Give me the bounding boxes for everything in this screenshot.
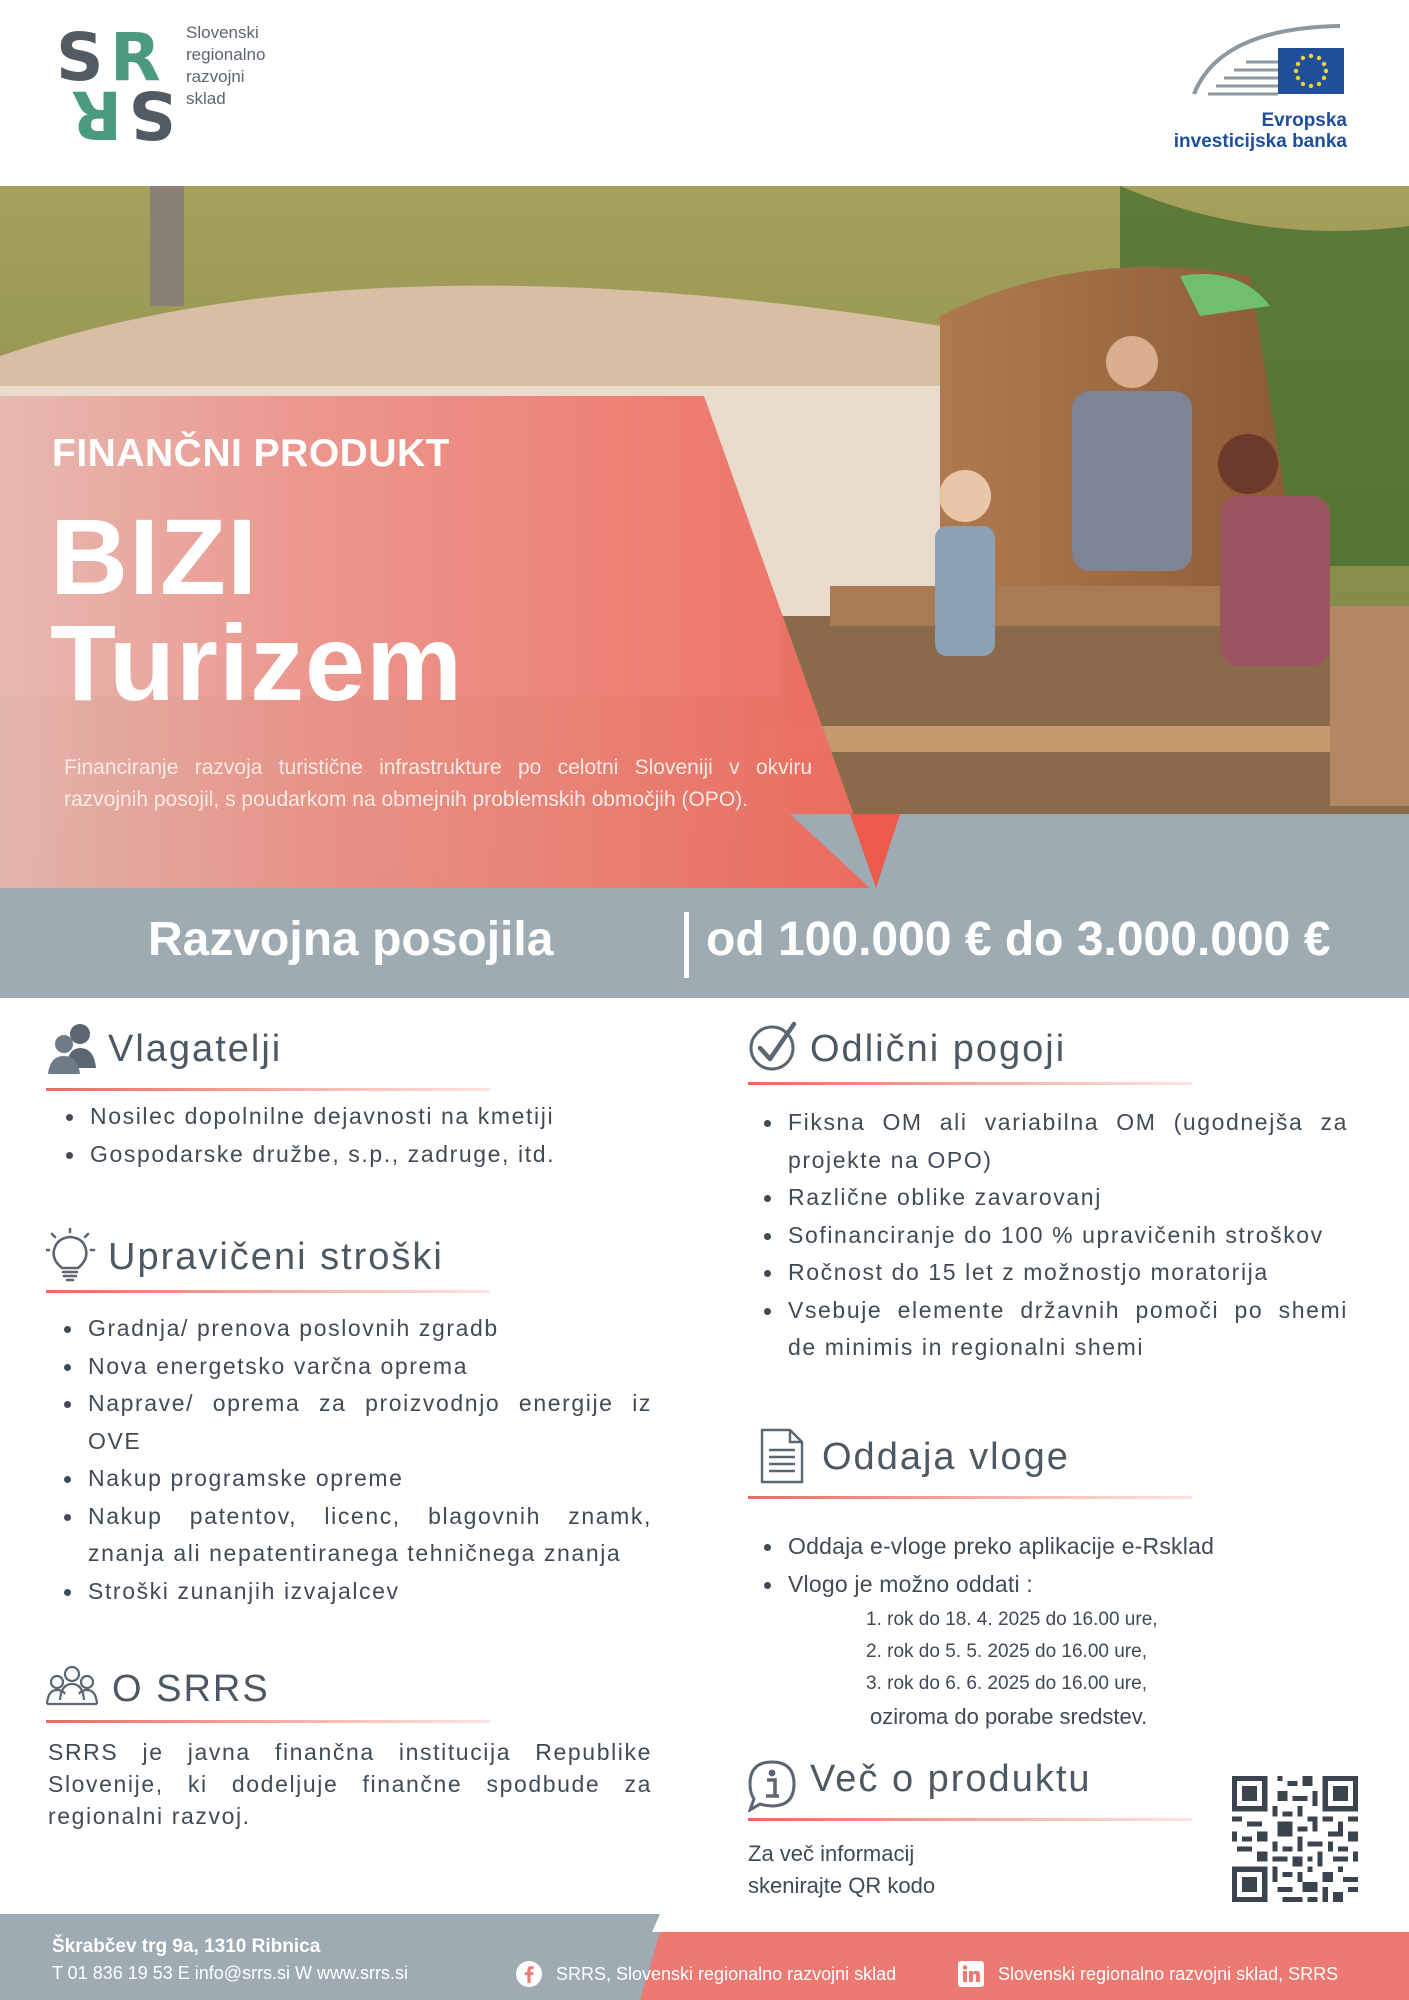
svg-text:S: S xyxy=(128,76,176,153)
section-title: Upravičeni stroški xyxy=(108,1236,444,1278)
org-name-line: sklad xyxy=(186,89,226,108)
eib-name xyxy=(1174,110,1347,152)
linkedin-link[interactable] xyxy=(958,1956,1338,1992)
list-item: Nakup patentov, licenc, blagovnih znamk, znanja ali nepatentiranega tehničnega znanja xyxy=(58,1498,652,1573)
list-item: Nosilec dopolnilne dejavnosti na kmetiji xyxy=(60,1098,660,1136)
list-item: Stroški zunanjih izvajalcev xyxy=(58,1573,652,1611)
deadline-item: 2. rok do 5. 5. 2025 do 16.00 ure, xyxy=(866,1641,1147,1662)
pogoji-list xyxy=(758,1104,1348,1367)
qr-code[interactable] xyxy=(1232,1776,1358,1902)
list-item: Gospodarske družbe, s.p., zadruge, itd. xyxy=(60,1136,660,1174)
list-item: Naprave/ oprema za proizvodnjo energije iz OVE xyxy=(58,1385,652,1460)
loan-type: Razvojna posojila xyxy=(148,913,554,966)
list-item: Gradnja/ prenova poslovnih zgradb xyxy=(58,1310,652,1348)
section-vlagatelji xyxy=(46,1020,496,1080)
band-divider xyxy=(684,912,689,978)
svg-text:S: S xyxy=(56,22,104,96)
more-info-text xyxy=(748,1838,935,1902)
eib-logo xyxy=(1190,18,1350,104)
product-title xyxy=(50,496,464,723)
section-rule xyxy=(748,1082,1192,1085)
svg-text:R: R xyxy=(110,22,161,96)
facebook-icon xyxy=(516,1961,542,1987)
section-title: Vlagatelji xyxy=(108,1028,283,1070)
loan-band xyxy=(0,888,1409,998)
facebook-link[interactable] xyxy=(516,1956,896,1992)
eib-name-line: Evropska xyxy=(1261,110,1347,131)
org-name xyxy=(186,22,265,110)
list-item: Vlogo je možno oddati : xyxy=(758,1566,1348,1604)
stroski-list xyxy=(58,1310,652,1610)
section-o-srrs xyxy=(46,1660,496,1720)
eib-name-line: investicijska banka xyxy=(1173,131,1347,152)
org-name-line: Slovenski xyxy=(186,23,259,42)
section-rule xyxy=(46,1720,490,1723)
section-title: Odlični pogoji xyxy=(810,1028,1067,1070)
list-item: Sofinanciranje do 100 % upravičenih stroškov xyxy=(758,1217,1348,1255)
loan-amount: od 100.000 € do 3.000.000 € xyxy=(706,913,1331,966)
footer-address: Škrabčev trg 9a, 1310 Ribnica xyxy=(52,1936,321,1957)
footer-contacts: T 01 836 19 53 E info@srrs.si W www.srrs.si xyxy=(52,1963,409,1983)
deadline-list xyxy=(866,1604,1158,1700)
list-item: Nakup programske opreme xyxy=(58,1460,652,1498)
section-rule xyxy=(748,1496,1192,1499)
list-item: Nova energetsko varčna oprema xyxy=(58,1348,652,1386)
hero-banner xyxy=(0,186,1409,888)
hero-kicker: FINANČNI PRODUKT xyxy=(52,432,450,475)
about-text: SRRS je javna finančna institucija Republike Slovenije, ki dodeljuje finančne spodbude za regionalni razvoj. xyxy=(48,1739,652,1829)
oddaja-list xyxy=(758,1528,1348,1603)
linkedin-icon xyxy=(958,1961,984,1987)
section-rule xyxy=(46,1088,490,1091)
users-icon xyxy=(46,1020,98,1076)
list-item: Različne oblike zavarovanj xyxy=(758,1179,1348,1217)
more-info-line: skenirajte QR kodo xyxy=(748,1873,936,1898)
section-vec xyxy=(748,1756,1198,1816)
deadline-item: 1. rok do 18. 4. 2025 do 16.00 ure, xyxy=(866,1609,1158,1630)
list-item: Oddaja e-vloge preko aplikacije e-Rsklad xyxy=(758,1528,1348,1566)
section-stroski xyxy=(46,1228,496,1288)
section-pogoji xyxy=(748,1020,1198,1080)
vlagatelji-list xyxy=(60,1098,660,1173)
linkedin-label: Slovenski regionalno razvojni sklad, SRRS xyxy=(998,1963,1339,1984)
product-title-line: BIZI xyxy=(50,496,258,617)
section-title: Oddaja vloge xyxy=(822,1436,1070,1478)
product-description: Financiranje razvoja turistične infrastrukture po celotni Sloveniji v okviru razvojnih posojil, s poudarkom na obmejnih problemskih območjih (OPO). xyxy=(64,756,812,811)
section-rule xyxy=(748,1818,1192,1821)
org-name-line: razvojni xyxy=(186,67,245,86)
product-title-line: Turizem xyxy=(50,602,464,723)
section-rule xyxy=(46,1290,490,1293)
lightbulb-icon xyxy=(46,1228,98,1284)
group-icon xyxy=(46,1660,98,1716)
document-icon xyxy=(758,1428,810,1484)
info-icon xyxy=(748,1756,800,1812)
deadline-note: oziroma do porabe sredstev. xyxy=(870,1704,1148,1729)
more-info-line: Za več informacij xyxy=(748,1841,915,1866)
section-title: Več o produktu xyxy=(810,1758,1092,1800)
org-name-line: regionalno xyxy=(186,45,266,64)
list-item: Ročnost do 15 let z možnostjo moratorija xyxy=(758,1254,1348,1292)
srrs-logo xyxy=(56,22,176,154)
svg-text:R: R xyxy=(71,76,122,153)
facebook-label: SRRS, Slovenski regionalno razvojni sklad xyxy=(556,1963,897,1984)
section-title: O SRRS xyxy=(112,1668,270,1710)
check-circle-icon xyxy=(748,1020,800,1076)
list-item: Fiksna OM ali variabilna OM (ugodnejša za projekte na OPO) xyxy=(758,1104,1348,1179)
section-oddaja xyxy=(758,1428,1198,1488)
list-item: Vsebuje elemente državnih pomoči po shemi de minimis in regionalni shemi xyxy=(758,1292,1348,1367)
deadline-item: 3. rok do 6. 6. 2025 do 16.00 ure, xyxy=(866,1673,1147,1694)
